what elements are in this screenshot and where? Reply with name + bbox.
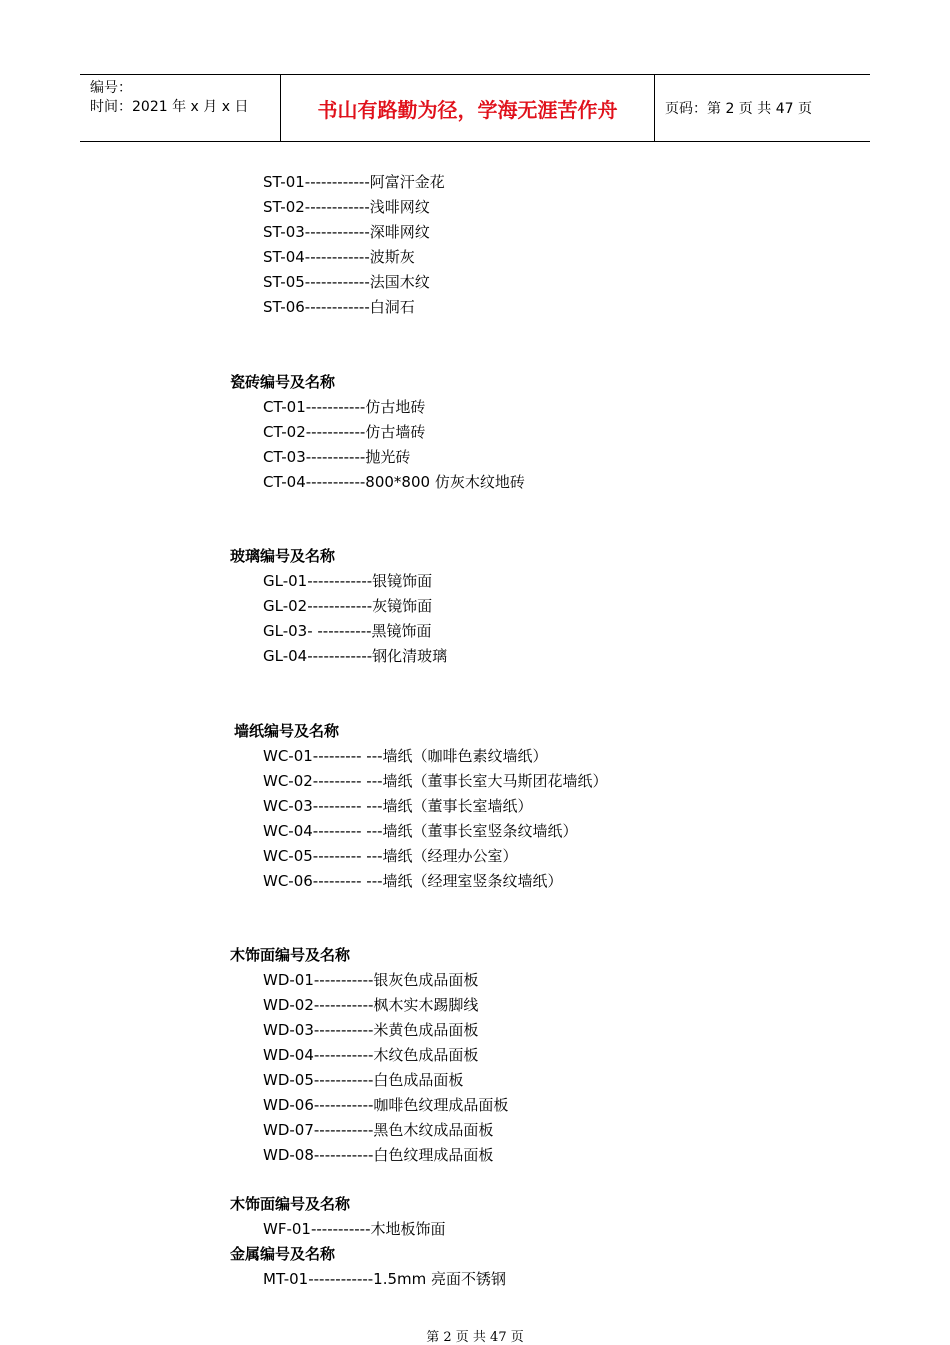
item-name: 深啡网纹 xyxy=(369,223,430,241)
list-item xyxy=(263,271,430,292)
item-code: ST-04------------ xyxy=(263,248,370,266)
item-code: GL-04------------ xyxy=(263,647,373,665)
item-name: 钢化清玻璃 xyxy=(372,647,448,665)
list-item xyxy=(263,421,425,442)
list-item xyxy=(263,595,432,616)
item-code: ST-05------------ xyxy=(263,273,370,291)
list-item xyxy=(263,1094,508,1115)
section-heading-wallpaper: 墙纸编号及名称 xyxy=(234,722,340,740)
list-item xyxy=(263,446,410,467)
item-code: WD-03----------- xyxy=(263,1021,374,1039)
item-code: GL-03- ---------- xyxy=(263,622,372,640)
item-code: WC-02--------- ---墙纸 xyxy=(263,772,413,790)
section-heading-wood-floor: 木饰面编号及名称 xyxy=(230,1195,351,1213)
item-name: 木地板饰面 xyxy=(370,1220,446,1238)
section-heading-wood-veneer: 木饰面编号及名称 xyxy=(230,946,351,964)
item-code: WF-01----------- xyxy=(263,1220,371,1238)
list-item xyxy=(263,471,525,492)
list-item xyxy=(263,969,478,990)
page-footer xyxy=(0,1326,950,1345)
list-item xyxy=(263,221,430,242)
item-code: WC-03--------- ---墙纸 xyxy=(263,797,413,815)
item-name: 银镜饰面 xyxy=(372,572,433,590)
item-name: 仿古墙砖 xyxy=(365,423,426,441)
list-item xyxy=(263,1144,493,1165)
item-name: 仿灰木纹地砖 xyxy=(434,473,525,491)
list-item xyxy=(263,1044,478,1065)
list-item xyxy=(263,745,548,766)
item-code: GL-01------------ xyxy=(263,572,373,590)
item-code: ST-02------------ xyxy=(263,198,370,216)
item-code: WD-08----------- xyxy=(263,1146,374,1164)
item-name: （经理室竖条纹墙纸） xyxy=(412,872,563,890)
list-item xyxy=(263,296,415,317)
item-code: WC-04--------- ---墙纸 xyxy=(263,822,413,840)
item-name: 白色成品面板 xyxy=(373,1071,464,1089)
item-name: 灰镜饰面 xyxy=(372,597,433,615)
list-item xyxy=(263,1019,478,1040)
item-code: WD-07----------- xyxy=(263,1121,374,1139)
item-name: 浅啡网纹 xyxy=(369,198,430,216)
item-name: 法国木纹 xyxy=(369,273,430,291)
item-name: 白色纹理成品面板 xyxy=(373,1146,494,1164)
list-item xyxy=(263,645,447,666)
list-item xyxy=(263,1119,493,1140)
item-code: ST-01------------ xyxy=(263,173,370,191)
list-item xyxy=(263,171,445,192)
item-code: WD-06----------- xyxy=(263,1096,374,1114)
list-item xyxy=(263,770,608,791)
list-item xyxy=(263,196,430,217)
item-code: WD-05----------- xyxy=(263,1071,374,1089)
item-code: CT-01----------- xyxy=(263,398,366,416)
item-name: 阿富汗金花 xyxy=(369,173,445,191)
number-label: 编号： xyxy=(90,80,132,96)
item-name: （董事长室墙纸） xyxy=(412,797,533,815)
item-code: WC-06--------- ---墙纸 xyxy=(263,872,413,890)
item-code: WD-02----------- xyxy=(263,996,374,1014)
list-item xyxy=(263,820,578,841)
item-code: CT-03----------- xyxy=(263,448,366,466)
item-code: WC-05--------- ---墙纸 xyxy=(263,847,413,865)
item-name: 枫木实木踢脚线 xyxy=(373,996,479,1014)
list-item xyxy=(263,246,415,267)
item-name: 黑镜饰面 xyxy=(371,622,432,640)
item-code: ST-03------------ xyxy=(263,223,370,241)
item-code: MT-01------------1.5mm 亮面不锈钢 xyxy=(263,1270,507,1288)
time-label: 时间：2021 年 x 月 x 日 xyxy=(90,99,249,115)
item-name: （董事长室竖条纹墙纸） xyxy=(412,822,578,840)
list-item xyxy=(263,1218,446,1239)
item-code: GL-02------------ xyxy=(263,597,373,615)
item-name: 黑色木纹成品面板 xyxy=(373,1121,494,1139)
item-name: 木纹色成品面板 xyxy=(373,1046,479,1064)
list-item xyxy=(263,1069,463,1090)
list-item xyxy=(263,795,533,816)
list-item xyxy=(263,1268,506,1289)
item-name: 抛光砖 xyxy=(365,448,411,466)
item-name: （董事长室大马斯团花墙纸） xyxy=(412,772,608,790)
list-item xyxy=(263,620,432,641)
item-code: ST-06------------ xyxy=(263,298,370,316)
section-heading-glass: 玻璃编号及名称 xyxy=(230,547,336,565)
section-heading-metal: 金属编号及名称 xyxy=(230,1245,336,1263)
item-name: 波斯灰 xyxy=(369,248,415,266)
item-code: WC-01--------- ---墙纸 xyxy=(263,747,413,765)
item-code: CT-02----------- xyxy=(263,423,366,441)
item-name: 咖啡色纹理成品面板 xyxy=(373,1096,509,1114)
footer-page-number: 第 2 页 共 47 页 xyxy=(426,1330,524,1345)
motto-text: 书山有路勤为径，学海无涯苦作舟 xyxy=(317,97,618,122)
item-code: WD-01----------- xyxy=(263,971,374,989)
item-code: WD-04----------- xyxy=(263,1046,374,1064)
list-item xyxy=(263,870,563,891)
item-name: 白洞石 xyxy=(369,298,415,316)
item-name: 米黄色成品面板 xyxy=(373,1021,479,1039)
item-name: 银灰色成品面板 xyxy=(373,971,479,989)
section-heading-tile: 瓷砖编号及名称 xyxy=(230,373,336,391)
item-name: （咖啡色素纹墙纸） xyxy=(412,747,548,765)
list-item xyxy=(263,994,478,1015)
item-name: 仿古地砖 xyxy=(365,398,426,416)
page-label: 页码：第 2 页 共 47 页 xyxy=(665,101,812,117)
item-name: （经理办公室） xyxy=(412,847,518,865)
list-item xyxy=(263,396,425,417)
list-item xyxy=(263,570,432,591)
list-item xyxy=(263,845,518,866)
item-code: CT-04-----------800*800 xyxy=(263,473,435,491)
